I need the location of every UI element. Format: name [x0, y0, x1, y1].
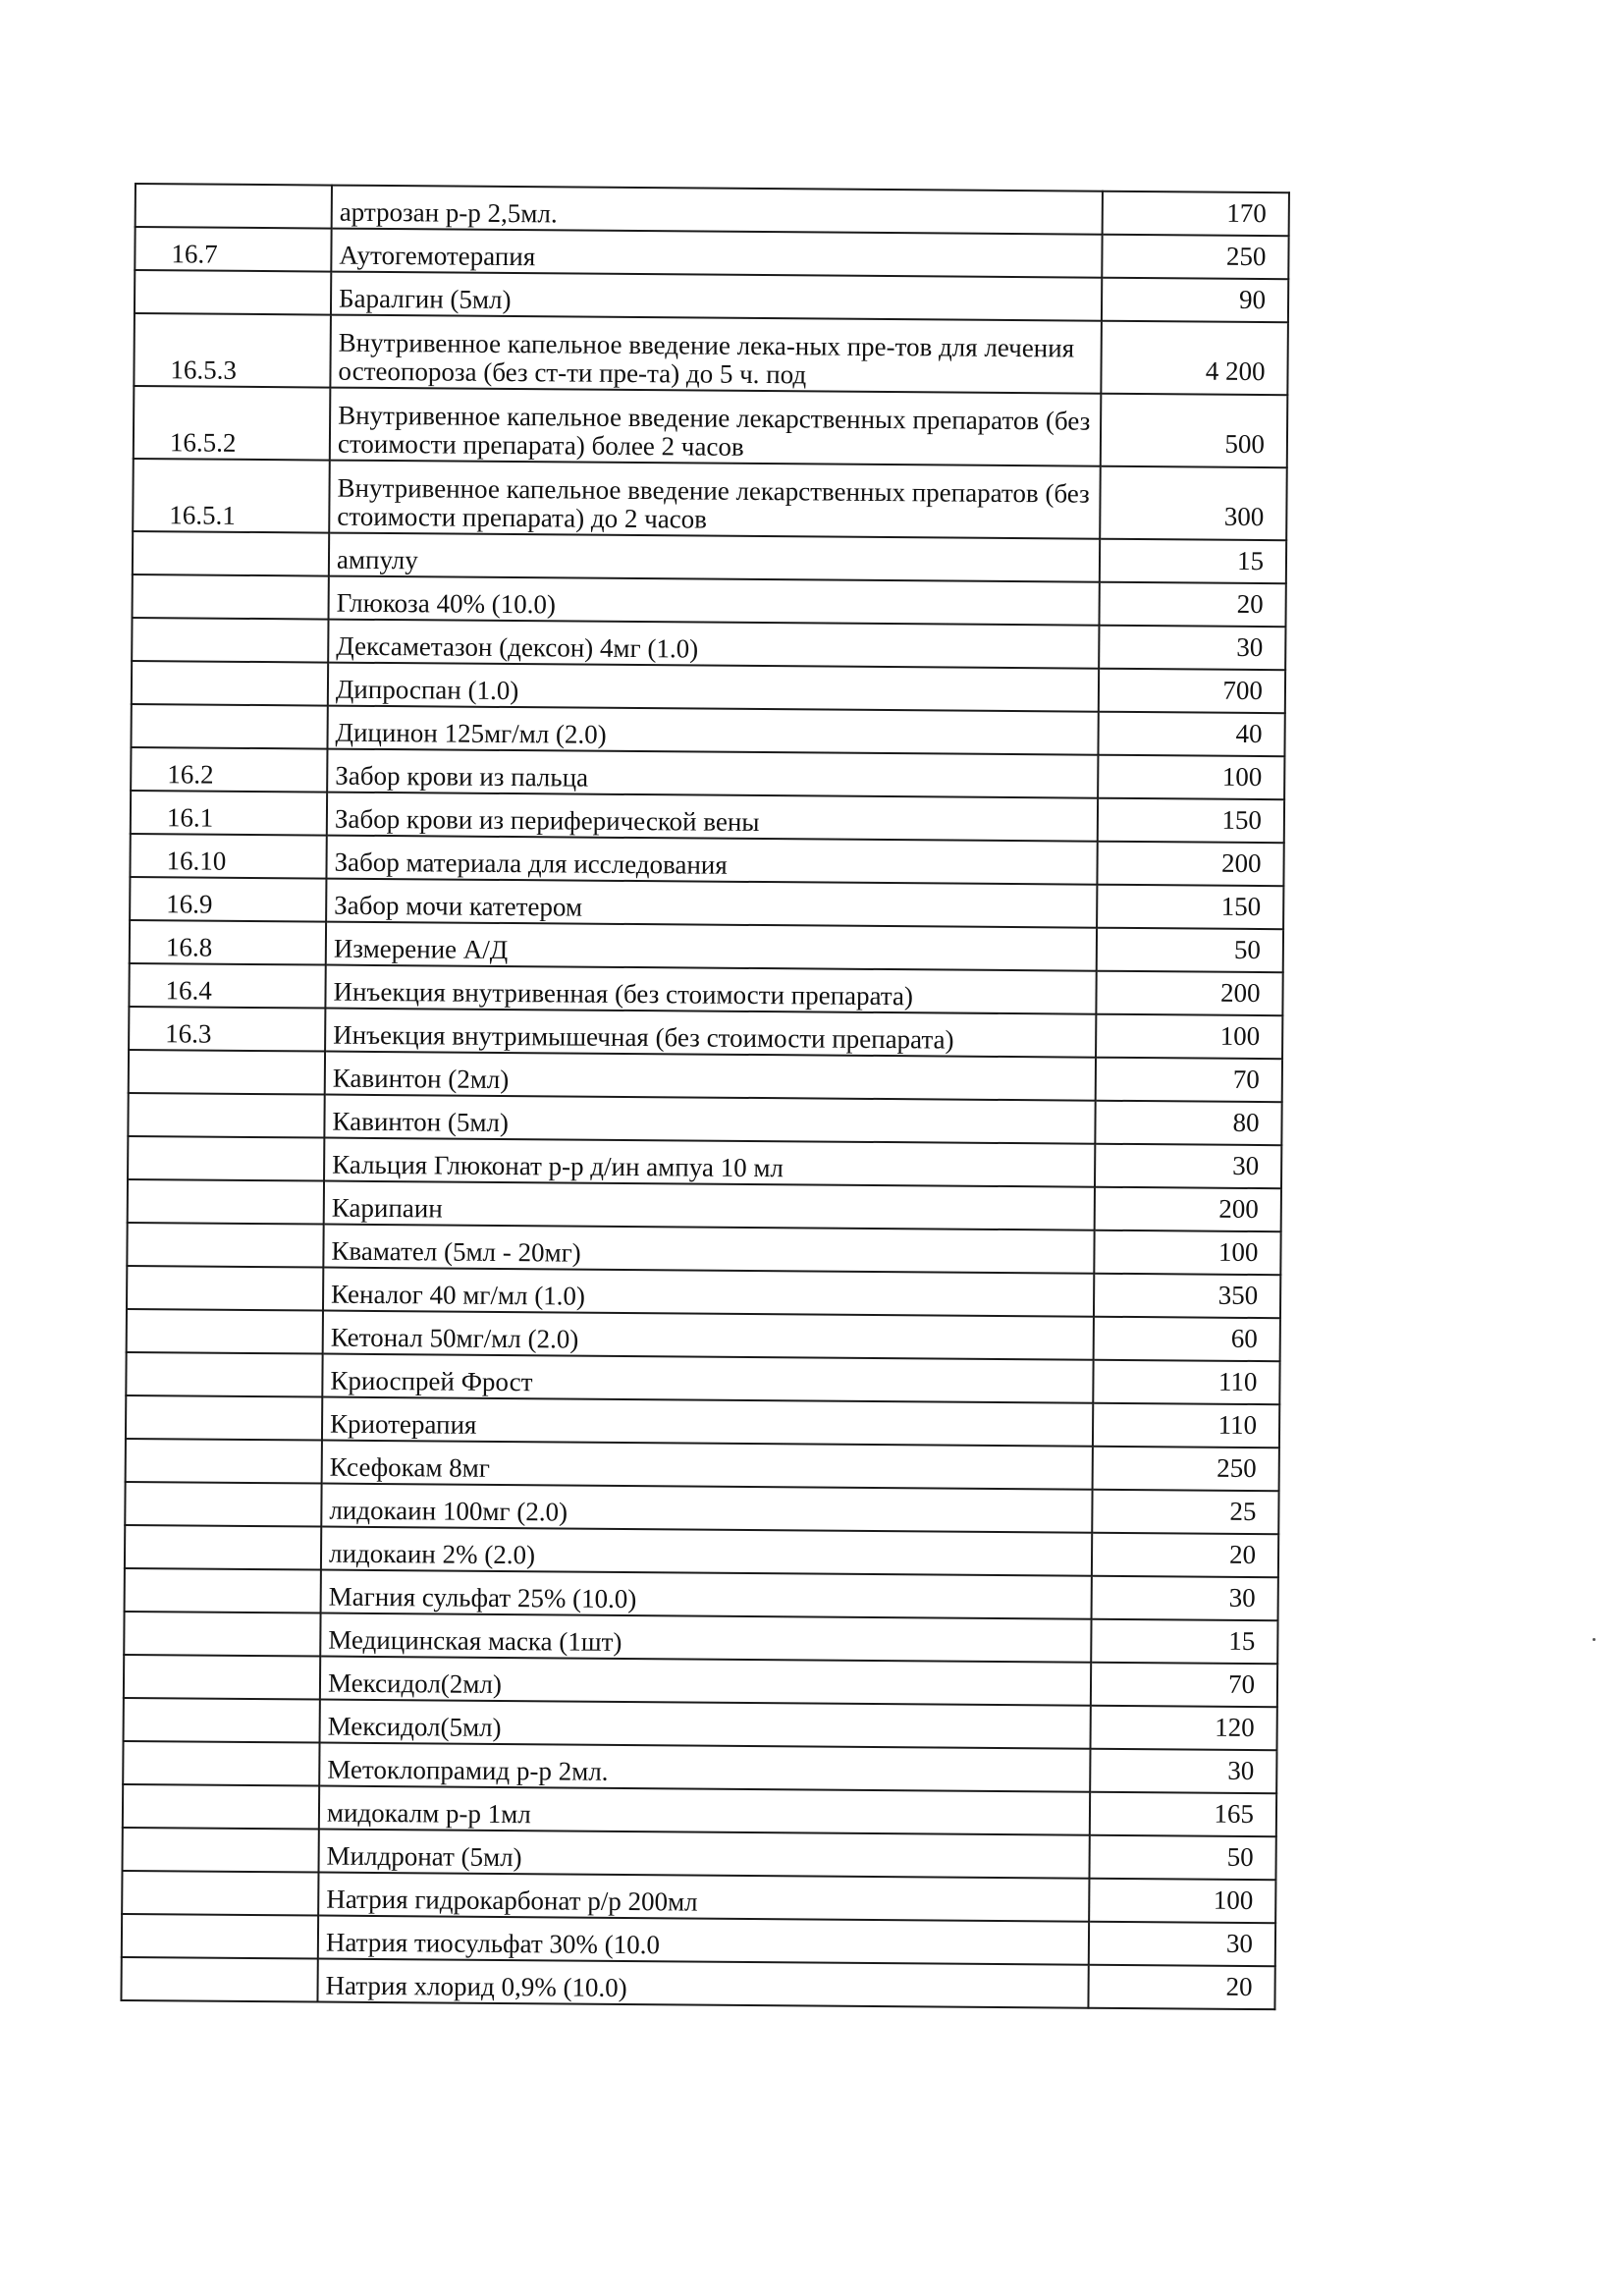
row-code: 16.9 — [130, 877, 326, 922]
row-code — [125, 1525, 321, 1570]
row-price: 60 — [1094, 1317, 1280, 1361]
row-price: 165 — [1090, 1792, 1276, 1836]
row-name: Кеналог 40 мг/мл (1.0) — [323, 1268, 1094, 1317]
row-name: Инъекция внутримышечная (без стоимости препарата) — [325, 1009, 1096, 1058]
row-price: 80 — [1095, 1101, 1281, 1145]
row-price: 500 — [1101, 394, 1288, 467]
row-name: Криотерапия — [322, 1397, 1093, 1447]
row-code — [128, 1093, 324, 1138]
row-code: 16.4 — [129, 963, 325, 1009]
table-row — [134, 386, 1288, 467]
row-code — [126, 1352, 322, 1397]
row-code — [127, 1309, 323, 1354]
row-name: Забор мочи катетером — [326, 879, 1097, 928]
row-price: 150 — [1097, 885, 1283, 929]
row-code — [128, 1179, 324, 1225]
row-price: 250 — [1093, 1447, 1279, 1491]
row-price: 110 — [1093, 1403, 1279, 1448]
row-name: Забор крови из периферической вены — [327, 793, 1098, 842]
row-name: Мексидол(2мл) — [320, 1657, 1091, 1706]
row-code — [125, 1482, 321, 1527]
row-name: мидокалм р-р 1мл — [319, 1786, 1090, 1835]
row-price: 30 — [1099, 626, 1285, 670]
row-name: Медицинская маска (1шт) — [320, 1613, 1091, 1663]
row-code — [124, 1655, 320, 1700]
row-name: Инъекция внутривенная (без стоимости препарата) — [325, 965, 1096, 1014]
row-name: Забор крови из пальца — [327, 749, 1098, 798]
row-price: 110 — [1093, 1360, 1279, 1404]
row-code — [135, 270, 331, 315]
row-code: 16.1 — [131, 791, 327, 836]
row-name: Криоспрей Фрост — [322, 1354, 1093, 1403]
row-name: Внутривенное капельное введение лекарственных препаратов (без стоимости препарата) до 2 часов — [329, 461, 1101, 539]
row-code — [132, 618, 328, 663]
row-name: Баралгин (5мл) — [331, 272, 1102, 321]
row-code — [122, 1914, 318, 1959]
row-price: 20 — [1088, 1965, 1274, 2009]
row-price: 50 — [1089, 1835, 1275, 1880]
row-name: Глюкоза 40% (10.0) — [329, 576, 1100, 626]
row-code — [128, 1136, 324, 1181]
row-price: 100 — [1098, 755, 1284, 799]
row-price: 20 — [1092, 1533, 1278, 1577]
row-name: лидокаин 2% (2.0) — [321, 1527, 1092, 1576]
row-price: 200 — [1097, 842, 1283, 886]
row-price: 200 — [1095, 1187, 1281, 1231]
row-code — [125, 1568, 321, 1613]
row-code — [127, 1223, 323, 1268]
row-code — [129, 1050, 325, 1095]
row-price: 50 — [1097, 928, 1283, 972]
row-price: 250 — [1102, 235, 1288, 279]
row-code — [121, 1957, 317, 2002]
row-code — [123, 1784, 319, 1830]
row-price: 150 — [1098, 798, 1284, 843]
row-code: 16.10 — [130, 834, 326, 879]
table-row — [121, 1957, 1274, 2009]
row-name: Карипаин — [324, 1181, 1095, 1230]
row-code: 16.3 — [129, 1007, 325, 1052]
row-code: 16.8 — [130, 920, 326, 965]
row-name: Дексаметазон (дексон) 4мг (1.0) — [328, 620, 1099, 669]
row-name: Дицинон 125мг/мл (2.0) — [327, 706, 1098, 755]
row-price: 15 — [1100, 539, 1286, 583]
price-table — [120, 183, 1290, 2010]
row-name: Внутривенное капельное введение лекарственных препаратов (без стоимости препарата) более 2 часов — [330, 388, 1102, 466]
row-code — [122, 1871, 318, 1916]
row-name: артрозан р-р 2,5мл. — [332, 186, 1103, 235]
row-name: Аутогемотерапия — [331, 229, 1102, 278]
row-price: 70 — [1096, 1058, 1282, 1102]
row-price: 15 — [1091, 1619, 1277, 1664]
row-name: Дипроспан (1.0) — [328, 663, 1099, 712]
row-price: 25 — [1092, 1490, 1278, 1534]
row-price: 350 — [1094, 1274, 1280, 1318]
row-name: лидокаин 100мг (2.0) — [321, 1484, 1092, 1533]
table-row — [134, 313, 1288, 395]
price-table-body — [121, 184, 1288, 2009]
row-name: Магния сульфат 25% (10.0) — [321, 1570, 1092, 1619]
row-code — [132, 661, 328, 706]
row-code — [135, 184, 332, 229]
row-code: 16.7 — [135, 227, 331, 272]
row-price: 30 — [1090, 1749, 1276, 1793]
row-code: 16.5.3 — [134, 313, 331, 388]
row-price: 100 — [1089, 1879, 1275, 1923]
row-code — [124, 1612, 320, 1657]
row-name: ампулу — [329, 533, 1100, 582]
row-name: Натрия хлорид 0,9% (10.0) — [317, 1959, 1088, 2008]
row-name: Измерение А/Д — [326, 922, 1097, 971]
row-code — [122, 1828, 318, 1873]
row-code — [126, 1439, 322, 1484]
row-code — [131, 704, 327, 749]
row-code — [126, 1395, 322, 1441]
row-name: Метоклопрамид р-р 2мл. — [319, 1743, 1090, 1792]
row-price: 20 — [1099, 582, 1285, 627]
row-price: 90 — [1102, 278, 1288, 322]
row-name: Внутривенное капельное введение лека-ных пре-тов для лечения остеопороза (без ст-ти пре-та) до 5 ч. под — [330, 315, 1102, 394]
row-price: 200 — [1096, 971, 1282, 1015]
scan-speck — [1593, 1638, 1596, 1641]
row-name: Натрия гидрокарбонат р/р 200мл — [318, 1873, 1089, 1922]
row-name: Кавинтон (5мл) — [324, 1095, 1095, 1144]
row-name: Забор материала для исследования — [326, 836, 1097, 885]
row-name: Кавинтон (2мл) — [325, 1052, 1096, 1101]
row-price: 30 — [1089, 1922, 1275, 1966]
row-code — [133, 574, 329, 620]
row-price: 4 200 — [1101, 321, 1288, 395]
row-name: Мексидол(5мл) — [320, 1700, 1091, 1749]
row-code — [123, 1741, 319, 1786]
row-name: Ксефокам 8мг — [322, 1441, 1093, 1490]
row-code: 16.5.2 — [134, 386, 331, 461]
row-price: 30 — [1092, 1576, 1278, 1620]
row-price: 30 — [1095, 1144, 1281, 1188]
row-code — [124, 1698, 320, 1743]
row-code — [133, 531, 329, 576]
row-name: Натрия тиосульфат 30% (10.0 — [318, 1916, 1089, 1965]
row-name: Кальция Глюконат р-р д/ин ампуа 10 мл — [324, 1138, 1095, 1187]
row-price: 120 — [1091, 1706, 1277, 1750]
row-price: 300 — [1100, 466, 1287, 540]
row-price: 70 — [1091, 1663, 1277, 1707]
row-code: 16.5.1 — [133, 459, 330, 533]
row-price: 700 — [1099, 669, 1285, 713]
row-price: 170 — [1103, 191, 1289, 236]
row-name: Квамател (5мл - 20мг) — [323, 1225, 1094, 1274]
row-code: 16.2 — [131, 747, 327, 793]
row-price: 40 — [1098, 712, 1284, 756]
table-row — [133, 459, 1287, 540]
row-code — [127, 1266, 323, 1311]
row-name: Кетонал 50мг/мл (2.0) — [323, 1311, 1094, 1360]
row-price: 100 — [1094, 1230, 1280, 1275]
row-price: 100 — [1096, 1014, 1282, 1059]
row-name: Милдронат (5мл) — [318, 1830, 1089, 1879]
